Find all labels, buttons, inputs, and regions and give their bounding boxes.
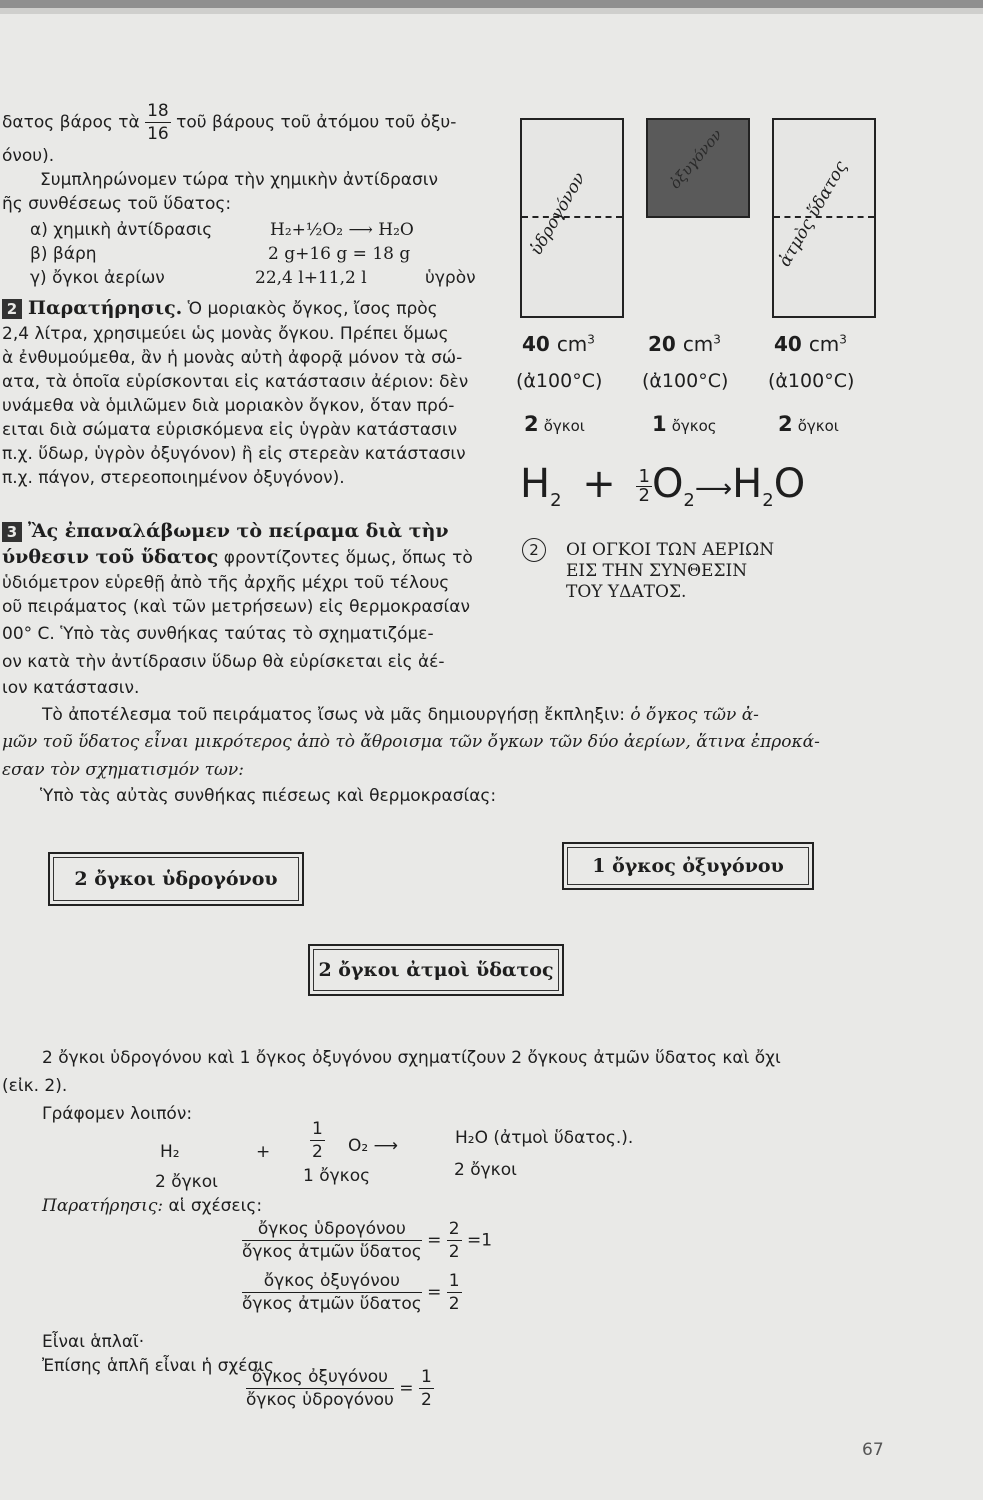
summary-line-2: (εἰκ. 2).: [2, 1076, 68, 1096]
result-line-1b: ὁ ὄγκος τῶν ἀ-: [630, 705, 759, 725]
count-2-number: 1: [652, 412, 667, 436]
liquid-label: ὑγρὸν: [425, 268, 476, 288]
written-o2-arrow: O₂ ⟶: [348, 1136, 398, 1156]
result-line-3: εσαν τὸν σχηματισμόν των:: [2, 760, 244, 780]
written-plus: +: [256, 1142, 271, 1162]
count-3: [778, 412, 839, 436]
written-h2: H₂: [160, 1142, 180, 1162]
ratio-2-numerator: ὄγκος ὀξυγόνου: [242, 1270, 422, 1293]
also-line: Ἐπίσης ἁπλῆ εἶναι ἡ σχέσις: [42, 1356, 274, 1376]
section-3-title-1: Ἂς ἐπαναλάβωμεν τὸ πείραμα διὰ τὴν: [28, 520, 449, 542]
ratio-3-equals: =: [399, 1378, 414, 1399]
water-vapour-cylinder: [772, 118, 876, 318]
result-line-1a: Τὸ ἀποτέλεσμα τοῦ πειράματος ἴσως νὰ μᾶς δημιουργήσῃ ἔκπληξιν:: [42, 705, 625, 725]
written-count-3: 2 ὄγκοι: [454, 1160, 517, 1180]
observation-line: [42, 1194, 262, 1218]
caption-line-2: ΕΙΣ ΤΗΝ ΣΥΝΘΕΣΙΝ: [566, 561, 748, 581]
ratio-3-den-value: 2: [420, 1390, 432, 1410]
oxygen-label: ὀξυγόνον: [665, 125, 726, 193]
section-3-line-6: ιον κατάστασιν.: [2, 678, 140, 698]
section-2-line-2: 2,4 λίτρα, χρησιμεύει ὡς μονὰς ὄγκου. Πρέπει ὅμως: [2, 324, 449, 344]
box-oxygen: [562, 842, 814, 890]
ratio-1-den-value: 2: [448, 1242, 460, 1262]
written-half-den: 2: [312, 1142, 323, 1162]
eq-hydrogen: H: [520, 461, 551, 507]
section-3-line-4: 00° C. Ὑπὸ τὰς συνθήκας ταύτας τὸ σχηματιζόμε-: [2, 624, 434, 644]
fraction-numerator: 18: [147, 101, 169, 121]
written-half-frac: [310, 1118, 325, 1163]
simple-text: Εἶναι ἁπλαῖ·: [42, 1332, 145, 1352]
page-top-edge: [0, 0, 983, 8]
ratio-2-num-value: 1: [448, 1271, 460, 1291]
temperature-3: (ἀ100°C): [768, 370, 855, 392]
reaction-equation: H₂+½O₂ ⟶ H₂O: [270, 220, 414, 240]
ratio-2-denominator: ὄγκος ἀτμῶν ὕδατος: [242, 1294, 422, 1314]
eq-oxygen: O: [651, 461, 684, 507]
page-top-shadow: [0, 8, 983, 14]
eq-hydrogen-sub: 2: [550, 490, 562, 511]
section-3-heading: [2, 519, 449, 544]
hydrogen-cylinder: [520, 118, 624, 318]
count-2-word: ὄγκος: [671, 417, 717, 435]
volume-1-unit: cm: [556, 332, 588, 356]
volume-2: 20 $cm^3$: [648, 332, 721, 356]
simple-line: [42, 1330, 144, 1354]
section-3-line-2: ὑδιόμετρον εὑρεθῇ ἀπὸ τῆς ἀρχῆς μέχρι τοῦ τέλους: [2, 573, 450, 593]
result-line-2: μῶν τοῦ ὕδατος εἶναι μικρότερος ἀπὸ τὸ ἄθροισμα τῶν ὄγκων τῶν δύο ἀερίων, ἅτινα ἐπροκά-: [2, 732, 820, 752]
observation-text: αἱ σχέσεις:: [168, 1196, 263, 1216]
section-2-title: Παρατήρησις.: [28, 297, 183, 319]
ratio-2: [242, 1270, 462, 1315]
temperature-1: (ἀ100°C): [516, 370, 603, 392]
ratio-1-denominator: ὄγκος ἀτμῶν ὕδατος: [242, 1242, 422, 1262]
box-hydrogen: [48, 852, 304, 906]
eq-half: [636, 465, 651, 506]
eq-oxygen-sub: 2: [683, 490, 695, 511]
fraction-18-16: [145, 100, 171, 145]
section-3-marker: 3: [2, 522, 22, 542]
text-line-3: Συμπληρώνομεν τώρα τὴν χημικὴν ἀντίδρασιν: [40, 170, 439, 190]
page-number: 67: [862, 1440, 884, 1460]
volume-3-unit: cm: [808, 332, 840, 356]
text-line-1: [2, 100, 456, 145]
ratio-1: [242, 1218, 492, 1263]
count-1: [524, 412, 585, 436]
ratio-3-numbers: [419, 1366, 434, 1411]
ratio-2-words: [242, 1270, 422, 1315]
water-level-line: [774, 216, 874, 218]
weights-value: 2 g+16 g = 18 g: [268, 244, 411, 264]
section-3-line-1b: φροντίζοντες ὅμως, ὅπως τὸ: [223, 548, 473, 568]
section-2-marker: 2: [2, 299, 22, 319]
text-line-2: όνου).: [2, 146, 55, 166]
ratio-2-den-value: 2: [448, 1294, 460, 1314]
eq-half-num: 1: [638, 465, 650, 487]
eq-plus: +: [582, 461, 616, 507]
volume-1-value: 40: [522, 332, 550, 356]
section-3-line-3: οῦ πειράματος (καὶ τῶν μετρήσεων) εἰς θερμοκρασίαν: [2, 597, 470, 617]
ratio-1-num-value: 2: [448, 1219, 460, 1239]
ratio-3-numerator: ὄγκος ὀξυγόνου: [246, 1366, 394, 1389]
count-1-word: ὄγκοι: [543, 417, 585, 435]
section-2-line-3: ὰ ἐνθυμούμεθα, ἂν ἡ μονὰς αὐτὴ ἀφορᾷ μόνον τὰ σώ-: [2, 348, 463, 368]
ratio-2-equals: =: [427, 1282, 442, 1303]
section-3-line-1: [2, 545, 473, 570]
ratio-3: [246, 1366, 434, 1411]
ratio-3-num-value: 1: [420, 1367, 432, 1387]
written-h2o: H₂O (ἀτμοὶ ὕδατος.).: [455, 1128, 634, 1148]
eq-arrow: ⟶: [694, 474, 733, 504]
section-2-line-5: υνάμεθα νὰ ὁμιλῶμεν διὰ μοριακὸν ὄγκον, ὅταν πρό-: [2, 396, 455, 416]
hydrogen-label: ὑδρογόνον: [526, 169, 590, 259]
water-vapour-label: ἀτμὸς ὕδατος: [774, 157, 852, 271]
volume-2-unit: cm: [682, 332, 714, 356]
eq-water-sub: 2: [762, 490, 774, 511]
reaction-label: α) χημικὴ ἀντίδρασις: [30, 220, 213, 240]
hydrogen-level-line: [522, 216, 622, 218]
eq-half-den: 2: [638, 484, 650, 506]
written-half: [310, 1118, 325, 1163]
section-2-line-1: Ὁ μοριακὸς ὄγκος, ἴσος πρὸς: [187, 299, 438, 319]
temperature-2: (ἀ100°C): [642, 370, 729, 392]
count-2: [652, 412, 717, 436]
write-line: Γράφομεν λοιπόν:: [42, 1104, 193, 1124]
figure-number-circle: 2: [522, 538, 546, 562]
text-line-1a: δατος βάρος τὰ: [2, 112, 140, 133]
summary-line-1: 2 ὄγκοι ὑδρογόνου καὶ 1 ὄγκος ὀξυγόνου σχηματίζουν 2 ὄγκους ἀτμῶν ὕδατος καὶ ὄχι: [42, 1048, 781, 1068]
written-half-num: 1: [312, 1119, 323, 1139]
box-water-vapour: [308, 944, 564, 996]
section-3-line-5: ον κατὰ τὴν ἀντίδρασιν ὕδωρ θὰ εὑρίσκεται εἰς ἀέ-: [2, 652, 445, 672]
observation-title: Παρατήρησις:: [42, 1196, 164, 1216]
count-3-number: 2: [778, 412, 793, 436]
oxygen-cylinder: [646, 118, 750, 218]
box-oxygen-text: 1 ὄγκος ὀξυγόνου: [592, 855, 784, 877]
fraction-denominator: 16: [147, 124, 169, 144]
volume-3: 40 $cm^3$: [774, 332, 847, 356]
big-equation: [520, 456, 805, 529]
ratio-1-numbers: [447, 1218, 462, 1263]
conditions-line: Ὑπὸ τὰς αὐτὰς συνθήκας πιέσεως καὶ θερμοκρασίας:: [40, 786, 497, 806]
section-2-line-4: ατα, τὰ ὁποῖα εὑρίσκονται εἰς κατάστασιν ἀέριον: δὲν: [2, 372, 469, 392]
volume-1: 40 $cm^3$: [522, 332, 595, 356]
caption-line-1: ΟΙ ΟΓΚΟΙ ΤΩΝ ΑΕΡΙΩΝ: [566, 540, 775, 560]
ratio-1-numerator: ὄγκος ὑδρογόνου: [242, 1218, 422, 1241]
text-line-1b: τοῦ βάρους τοῦ ἀτόμου τοῦ ὀξυ-: [176, 112, 457, 133]
weights-label: β) βάρη: [30, 244, 97, 264]
ratio-1-equals: =: [427, 1230, 442, 1251]
ratio-3-denominator: ὄγκος ὑδρογόνου: [246, 1390, 394, 1410]
volume-3-value: 40: [774, 332, 802, 356]
text-line-4: ῆς συνθέσεως τοῦ ὕδατος:: [2, 194, 232, 214]
volumes-label: γ) ὄγκοι ἀερίων: [30, 268, 165, 288]
ratio-2-numbers: [447, 1270, 462, 1315]
written-count-1: 2 ὄγκοι: [155, 1172, 218, 1192]
section-2-line-6: ειται διὰ σώματα εὑρισκόμενα εἰς ὑγρὰν κατάστασιν: [2, 420, 458, 440]
ratio-1-words: [242, 1218, 422, 1263]
caption-line-3: ΤΟΥ ΥΔΑΤΟΣ.: [566, 582, 687, 602]
ratio-3-words: [246, 1366, 394, 1411]
box-hydrogen-text: 2 ὄγκοι ὑδρογόνου: [74, 868, 278, 890]
count-3-word: ὄγκοι: [797, 417, 839, 435]
volume-2-value: 20: [648, 332, 676, 356]
eq-water-o: O: [773, 461, 806, 507]
box-water-vapour-text: 2 ὄγκοι ἀτμοὶ ὕδατος: [318, 959, 554, 981]
count-1-number: 2: [524, 412, 539, 436]
section-2-heading: [2, 296, 438, 321]
section-2-line-8: π.χ. πάγον, στερεοποιημένον ὀξυγόνον).: [2, 468, 345, 488]
section-2-line-7: π.χ. ὕδωρ, ὑγρὸν ὀξυγόνον) ἢ εἰς στερεὰν κατάστασιν: [2, 444, 466, 464]
eq-water-h: H: [732, 461, 763, 507]
result-line-1: [42, 703, 759, 727]
volumes-value: 22,4 l+11,2 l: [255, 268, 367, 288]
section-3-title-2: ύνθεσιν τοῦ ὕδατος: [2, 546, 219, 568]
written-count-2: 1 ὄγκος: [303, 1166, 371, 1186]
ratio-1-result: =1: [467, 1230, 493, 1251]
